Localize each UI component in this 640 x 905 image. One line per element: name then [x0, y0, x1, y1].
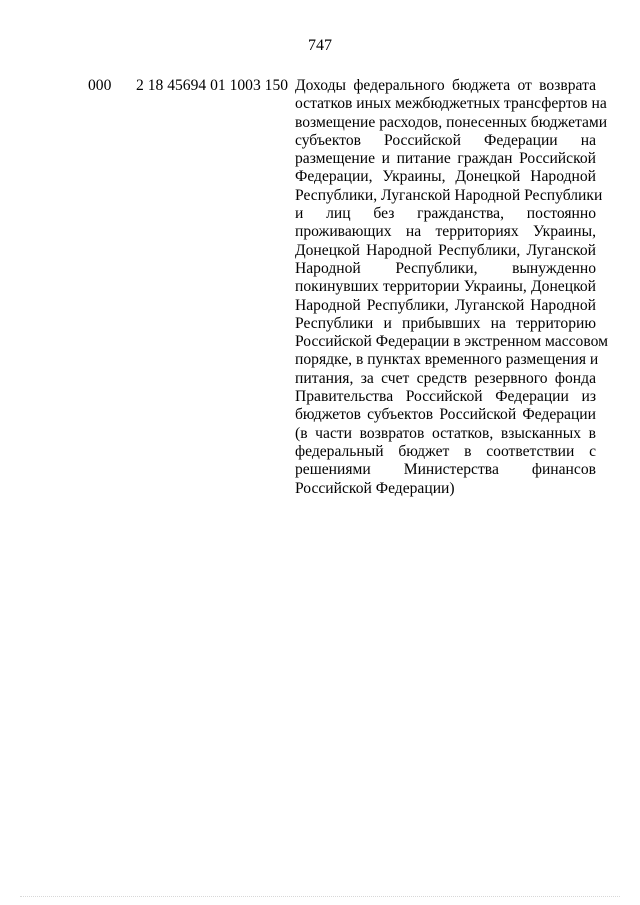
- description-line: Народной Республики, вынужденно: [295, 259, 596, 277]
- description-line: (в части возвратов остатков, взысканных в: [295, 424, 596, 442]
- scan-artifact-line: [20, 896, 620, 898]
- description-line: остатков иных межбюджетных трансфертов на: [295, 95, 607, 113]
- description-line: бюджетов субъектов Российской Федерации: [295, 406, 596, 424]
- description-line: проживающих на территориях Украины,: [295, 223, 596, 241]
- description-line: и лиц без гражданства, постоянно: [295, 205, 596, 223]
- description-line: Республики и прибывших на территорию: [295, 314, 596, 332]
- description-line: решениями Министерства финансов: [295, 461, 596, 479]
- description-line: Федерации, Украины, Донецкой Народной: [295, 168, 596, 186]
- description-line: покинувших территории Украины, Донецкой: [295, 278, 596, 296]
- description-line: питания, за счет средств резервного фонда: [295, 369, 596, 387]
- budget-classification-code: 2 18 45694 01 1003 150: [136, 77, 289, 94]
- description-line: федеральный бюджет в соответствии с: [295, 442, 596, 460]
- description-line: Российской Федерации): [295, 479, 455, 497]
- description-line: Республики, Луганской Народной Республики: [295, 186, 603, 204]
- description-line: порядке, в пунктах временного размещения и: [295, 351, 599, 369]
- description-line: Российской Федерации в экстренном массовом: [295, 333, 608, 351]
- description-line: Доходы федерального бюджета от возврата: [295, 77, 596, 94]
- description-line: Правительства Российской Федерации из: [295, 388, 596, 406]
- administrator-code: 000: [88, 77, 112, 94]
- description-line: субъектов Российской Федерации на: [295, 131, 596, 149]
- income-description: [295, 77, 608, 498]
- page-number: 747: [308, 37, 332, 54]
- description-line: Донецкой Народной Республики, Луганской: [295, 241, 596, 259]
- description-line: размещение и питание граждан Российской: [295, 150, 596, 168]
- description-line: Народной Республики, Луганской Народной: [295, 296, 596, 314]
- description-line: возмещение расходов, понесенных бюджетами: [295, 113, 608, 131]
